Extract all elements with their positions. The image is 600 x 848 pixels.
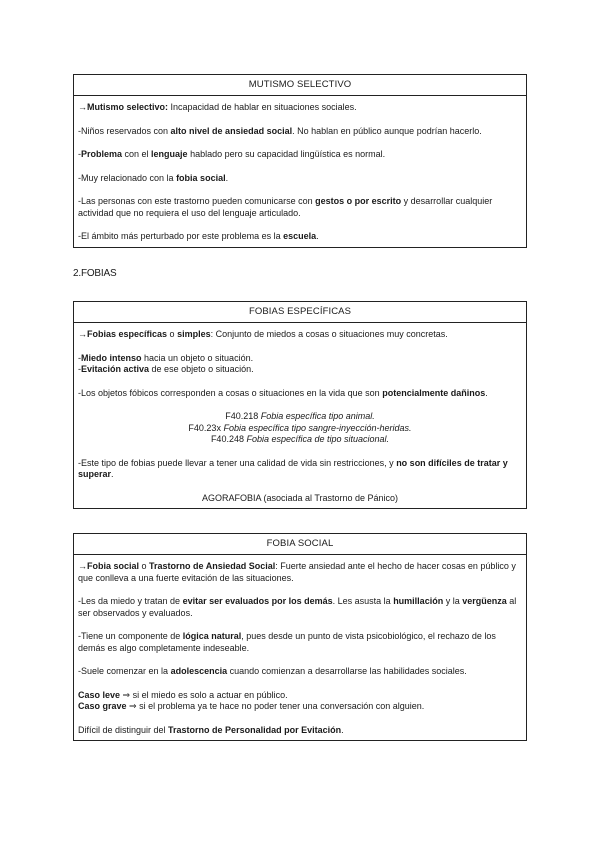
fobias-especificas-box bbox=[73, 301, 527, 509]
mutismo-definition: →Mutismo selectivo: Incapacidad de hablar en situaciones sociales. bbox=[78, 102, 357, 112]
social-point-logica: -Tiene un componente de lógica natural, pues desde un punto de vista psicobiológico, el rechazo de los demás es algo completamente indeseable. bbox=[78, 631, 496, 653]
mutismo-point-fobia: -Muy relacionado con la fobia social. bbox=[78, 172, 229, 183]
section-heading-fobias: 2.FOBIAS bbox=[73, 268, 117, 279]
social-distinguir: Difícil de distinguir del Trastorno de Personalidad por Evitación. bbox=[78, 724, 344, 735]
mutismo-point-lenguaje: -Problema con el lenguaje hablado pero su capacidad lingüística es normal. bbox=[78, 149, 386, 159]
social-definition: →Fobia social o Trastorno de Ansiedad Social: Fuerte ansiedad ante el hecho de hacer cosas en público y que conlleva a una fuerte evitación de las situaciones. bbox=[78, 561, 516, 583]
especificas-definition: →Fobias específicas o simples: Conjunto de miedos a cosas o situaciones muy concretas. bbox=[78, 329, 448, 339]
fobias-especificas-title: FOBIAS ESPECÍFICAS bbox=[74, 302, 526, 323]
social-point-adolescencia: -Suele comenzar en la adolescencia cuando comienzan a desarrollarse las habilidades sociales. bbox=[78, 666, 467, 676]
especificas-symptoms: -Miedo intenso hacia un objeto o situación. -Evitación activa de ese objeto o situación. bbox=[78, 352, 254, 374]
mutismo-selectivo-box bbox=[73, 74, 527, 248]
mutismo-point-escuela: -El ámbito más perturbado por este problema es la escuela. bbox=[78, 231, 319, 241]
especificas-codes: F40.218 Fobia específica tipo animal. F40.23x Fobia específica tipo sangre-inyección-heridas. F40.248 Fobia específica de tipo situacional. bbox=[188, 411, 412, 444]
social-casos: Caso leve ⇒ si el miedo es solo a actuar en público. Caso grave ⇒ si el problema ya te hace no poder tener una conversación con alguien. bbox=[78, 689, 425, 711]
mutismo-selectivo-title: MUTISMO SELECTIVO bbox=[74, 75, 526, 96]
mutismo-point-gestos: -Las personas con este trastorno pueden comunicarse con gestos o por escrito y desarrollar cualquier actividad que no requiera el uso del lenguaje articulado. bbox=[78, 196, 493, 218]
fobia-social-title: FOBIA SOCIAL bbox=[74, 534, 526, 555]
especificas-agorafobia: AGORAFOBIA (asociada al Trastorno de Pánico) bbox=[201, 492, 399, 503]
fobia-social-box bbox=[73, 533, 527, 741]
mutismo-point-ninos: -Niños reservados con alto nivel de ansiedad social. No hablan en público aunque podrían hacerlo. bbox=[78, 125, 482, 136]
social-point-evaluados: -Les da miedo y tratan de evitar ser evaluados por los demás. Les asusta la humillación y la vergüenza al ser observados y evaluados. bbox=[78, 596, 517, 618]
especificas-objetos: -Los objetos fóbicos corresponden a cosas o situaciones en la vida que son potencialmente dañinos. bbox=[78, 387, 488, 398]
especificas-tratamiento: -Este tipo de fobias puede llevar a tener una calidad de vida sin restricciones, y no son difíciles de tratar y superar. bbox=[78, 457, 508, 479]
